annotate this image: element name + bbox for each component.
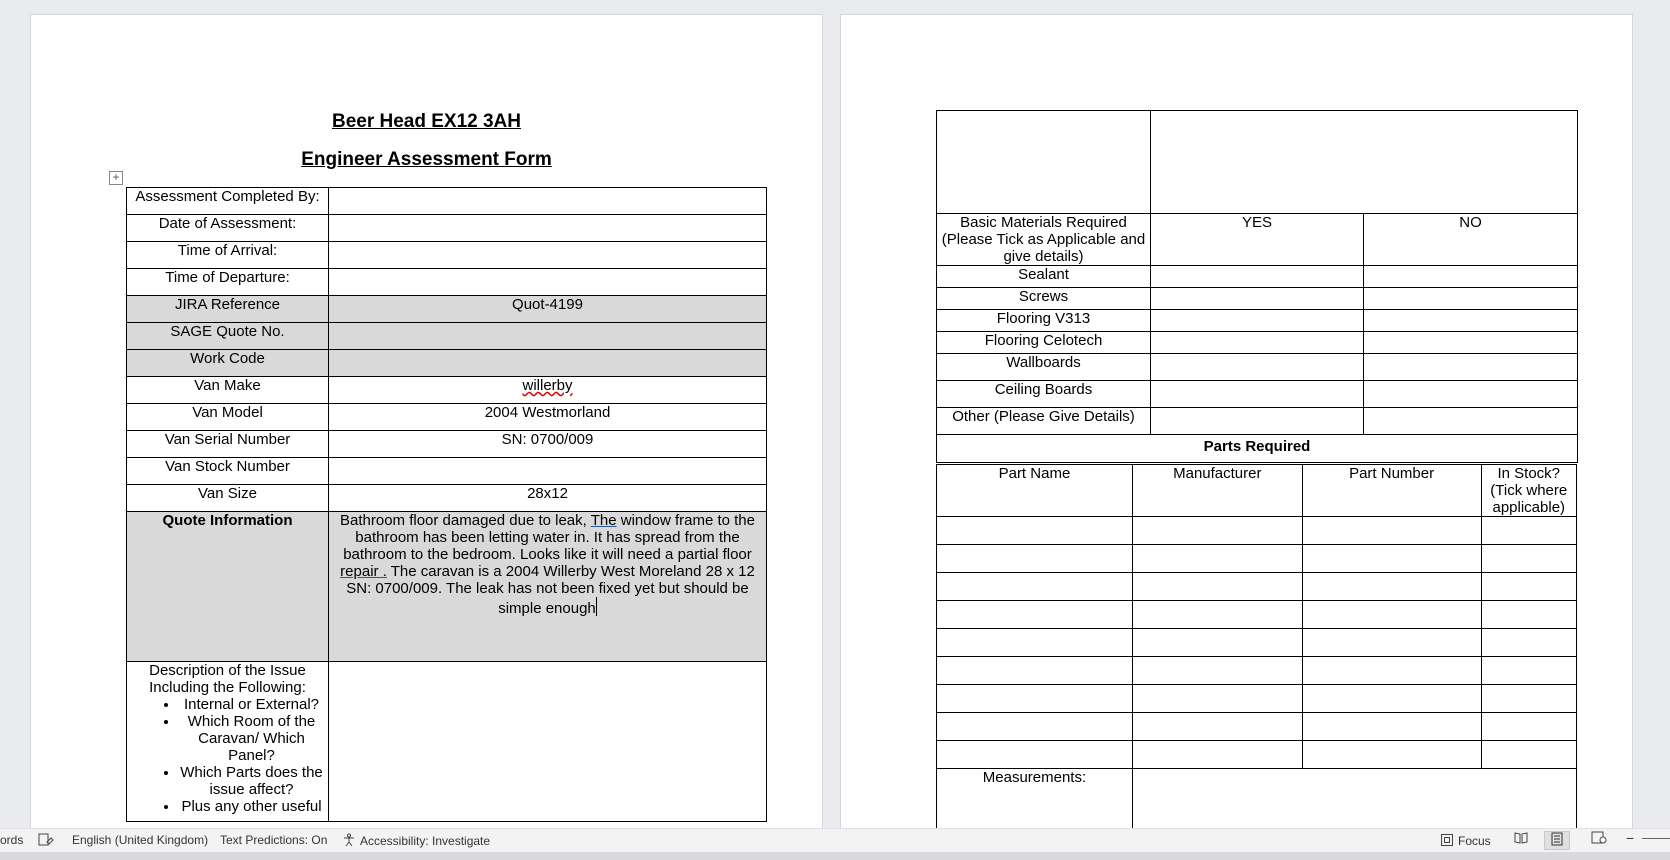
table-row: [937, 769, 1577, 829]
document-title-form: Engineer Assessment Form: [301, 149, 552, 170]
yes-cell[interactable]: [1151, 288, 1364, 310]
table-row: [127, 296, 767, 323]
table-row: [937, 111, 1578, 214]
table-row: [937, 573, 1577, 601]
zoom-slider[interactable]: [1642, 838, 1670, 839]
print-layout-view-icon[interactable]: [1544, 831, 1570, 850]
table-row: [937, 381, 1578, 408]
accessibility-icon: [342, 833, 356, 847]
taskbar-edge: [0, 852, 1670, 860]
text-cursor: [596, 597, 597, 616]
field-work-code[interactable]: [329, 350, 767, 377]
description-bullet-list: [131, 696, 324, 815]
table-row: [937, 465, 1577, 517]
label-sage-quote-no: SAGE Quote No.: [127, 323, 329, 350]
part-cell[interactable]: [1132, 545, 1302, 573]
label-description-of-issue: [127, 662, 329, 822]
column-header-part-number: Part Number: [1302, 465, 1481, 517]
field-description-of-issue[interactable]: [329, 662, 767, 822]
no-cell[interactable]: [1364, 354, 1578, 381]
measurements-field[interactable]: [1132, 769, 1576, 829]
table-row: [937, 713, 1577, 741]
part-cell[interactable]: [1481, 629, 1576, 657]
list-item: • Which Parts does the issue affect?: [179, 764, 324, 798]
column-header-in-stock: In Stock? (Tick where applicable): [1481, 465, 1576, 517]
part-cell[interactable]: [1481, 713, 1576, 741]
table-row: [937, 685, 1577, 713]
table-row: [937, 288, 1578, 310]
table-row: [937, 354, 1578, 381]
field-time-of-departure[interactable]: [329, 269, 767, 296]
blank-cell[interactable]: [1151, 111, 1578, 214]
part-cell[interactable]: [1302, 657, 1481, 685]
quote-text-1: Bathroom floor damaged due to leak,: [340, 512, 591, 529]
list-item: • Plus any other useful: [179, 798, 324, 815]
web-layout-view-icon[interactable]: [1586, 831, 1612, 850]
list-item: • Internal or External?: [179, 696, 324, 713]
field-assessment-completed-by[interactable]: [329, 188, 767, 215]
part-cell[interactable]: [1302, 601, 1481, 629]
field-van-size[interactable]: 28x12: [329, 485, 767, 512]
yes-cell[interactable]: [1151, 354, 1364, 381]
part-cell[interactable]: [1132, 573, 1302, 601]
table-row: [937, 435, 1578, 463]
label-van-make: Van Make: [127, 377, 329, 404]
part-cell[interactable]: [937, 741, 1133, 769]
field-date-of-assessment[interactable]: [329, 215, 767, 242]
part-cell[interactable]: [937, 545, 1133, 573]
parts-table: [936, 464, 1577, 829]
field-van-make[interactable]: [329, 377, 767, 404]
quote-text-3: The caravan is a 2004 Willerby West Moreland 28 x 12 SN: 0700/009. The leak has not been fixed yet but should be simple enough: [346, 563, 755, 617]
parts-required-title: Parts Required: [937, 435, 1578, 463]
blank-cell[interactable]: [937, 111, 1151, 214]
part-cell[interactable]: [937, 685, 1133, 713]
focus-mode-button[interactable]: [1440, 833, 1491, 849]
part-cell[interactable]: [1132, 657, 1302, 685]
table-row: [127, 188, 767, 215]
table-row: [127, 512, 767, 662]
yes-cell[interactable]: [1151, 332, 1364, 354]
no-cell[interactable]: [1364, 381, 1578, 408]
part-cell[interactable]: [1481, 741, 1576, 769]
table-row: [127, 404, 767, 431]
label-time-of-arrival: Time of Arrival:: [127, 242, 329, 269]
table-row: [937, 517, 1577, 545]
label-time-of-departure: Time of Departure:: [127, 269, 329, 296]
list-item: • Which Room of the Caravan/ Which Panel?: [179, 713, 324, 764]
status-bar: [0, 828, 1670, 852]
part-cell[interactable]: [1481, 685, 1576, 713]
yes-cell[interactable]: [1151, 266, 1364, 288]
spelling-flagged-text[interactable]: willerby: [522, 377, 573, 394]
label-van-size: Van Size: [127, 485, 329, 512]
field-time-of-arrival[interactable]: [329, 242, 767, 269]
proofing-icon[interactable]: [38, 833, 58, 849]
table-row: [937, 332, 1578, 354]
table-row: [127, 215, 767, 242]
material-label: Ceiling Boards: [937, 381, 1151, 408]
part-cell[interactable]: [937, 517, 1133, 545]
label-van-serial-number: Van Serial Number: [127, 431, 329, 458]
no-cell[interactable]: [1364, 266, 1578, 288]
table-row: [937, 657, 1577, 685]
assessment-table: [126, 187, 767, 822]
table-row: [937, 629, 1577, 657]
yes-cell[interactable]: [1151, 310, 1364, 332]
field-van-serial-number[interactable]: SN: 0700/009: [329, 431, 767, 458]
label-van-model: Van Model: [127, 404, 329, 431]
table-row: [127, 377, 767, 404]
table-row: [937, 545, 1577, 573]
label-assessment-completed-by: Assessment Completed By:: [127, 188, 329, 215]
part-cell[interactable]: [1302, 517, 1481, 545]
materials-header: Basic Materials Required (Please Tick as Applicable and give details): [937, 214, 1151, 266]
document-page-right[interactable]: [840, 14, 1633, 832]
table-row: [937, 310, 1578, 332]
focus-icon: [1440, 833, 1454, 847]
part-cell[interactable]: [1481, 517, 1576, 545]
yes-cell[interactable]: [1151, 408, 1364, 435]
part-cell[interactable]: [1132, 713, 1302, 741]
table-move-handle-icon[interactable]: +: [109, 171, 123, 185]
yes-column-header: YES: [1151, 214, 1364, 266]
label-van-stock-number: Van Stock Number: [127, 458, 329, 485]
part-cell[interactable]: [1302, 741, 1481, 769]
table-row: [937, 741, 1577, 769]
part-cell[interactable]: [1481, 601, 1576, 629]
part-cell[interactable]: [1302, 629, 1481, 657]
table-row: [127, 485, 767, 512]
part-cell[interactable]: [937, 573, 1133, 601]
document-title-location: Beer Head EX12 3AH: [331, 111, 522, 132]
description-intro: Description of the Issue Including the Following:: [149, 662, 306, 696]
material-label: Other (Please Give Details): [937, 408, 1151, 435]
field-van-stock-number[interactable]: [329, 458, 767, 485]
part-cell[interactable]: [1481, 545, 1576, 573]
table-row: [937, 408, 1578, 435]
no-column-header: NO: [1364, 214, 1578, 266]
column-header-part-name: Part Name: [937, 465, 1133, 517]
material-label: Wallboards: [937, 354, 1151, 381]
table-row: [127, 458, 767, 485]
part-cell[interactable]: [937, 657, 1133, 685]
material-label: Screws: [937, 288, 1151, 310]
part-cell[interactable]: [1481, 657, 1576, 685]
no-cell[interactable]: [1364, 310, 1578, 332]
materials-table: [936, 110, 1578, 463]
part-cell[interactable]: [1132, 517, 1302, 545]
accessibility-label: Accessibility: Investigate: [360, 834, 491, 848]
field-van-model[interactable]: 2004 Westmorland: [329, 404, 767, 431]
part-cell[interactable]: [1302, 713, 1481, 741]
table-row: [127, 323, 767, 350]
quote-text-2: window frame to the bathroom has been letting water in. It has spread from the bathroom to the bedroom. Looks like it will need a partial floor: [343, 512, 755, 563]
focus-label: Focus: [1458, 834, 1491, 848]
language-indicator[interactable]: English (United Kingdom): [72, 833, 209, 847]
part-cell[interactable]: [937, 629, 1133, 657]
yes-cell[interactable]: [1151, 381, 1364, 408]
material-label: Sealant: [937, 266, 1151, 288]
grammar-flagged-text[interactable]: The: [590, 512, 617, 529]
part-cell[interactable]: [937, 601, 1133, 629]
material-label: Flooring V313: [937, 310, 1151, 332]
read-mode-view-icon[interactable]: [1508, 831, 1534, 850]
part-cell[interactable]: [1132, 629, 1302, 657]
no-cell[interactable]: [1364, 332, 1578, 354]
label-work-code: Work Code: [127, 350, 329, 377]
accessibility-status[interactable]: [342, 833, 490, 849]
no-cell[interactable]: [1364, 288, 1578, 310]
field-sage-quote-no[interactable]: [329, 323, 767, 350]
field-quote-information[interactable]: [329, 512, 767, 662]
part-cell[interactable]: [1302, 545, 1481, 573]
part-cell[interactable]: [1132, 601, 1302, 629]
document-page-left[interactable]: [30, 14, 823, 832]
column-header-manufacturer: Manufacturer: [1132, 465, 1302, 517]
text-predictions-status[interactable]: Text Predictions: On: [220, 833, 328, 847]
part-cell[interactable]: [1132, 741, 1302, 769]
table-row: [127, 431, 767, 458]
zoom-out-icon[interactable]: −: [1626, 830, 1635, 846]
table-row: [127, 662, 767, 822]
grammar-flagged-text[interactable]: repair .: [340, 563, 387, 580]
material-label: Flooring Celotech: [937, 332, 1151, 354]
table-row: [127, 242, 767, 269]
no-cell[interactable]: [1364, 408, 1578, 435]
word-count[interactable]: ords: [0, 833, 24, 847]
table-row: [127, 350, 767, 377]
part-cell[interactable]: [1132, 685, 1302, 713]
table-row: [937, 266, 1578, 288]
part-cell[interactable]: [1302, 573, 1481, 601]
part-cell[interactable]: [1481, 573, 1576, 601]
measurements-label: Measurements:: [937, 769, 1133, 829]
part-cell[interactable]: [937, 713, 1133, 741]
table-row: [127, 269, 767, 296]
label-quote-information: Quote Information: [127, 512, 329, 662]
table-row: [937, 214, 1578, 266]
label-date-of-assessment: Date of Assessment:: [127, 215, 329, 242]
table-row: [937, 601, 1577, 629]
part-cell[interactable]: [1302, 685, 1481, 713]
field-jira-reference[interactable]: Quot-4199: [329, 296, 767, 323]
label-jira-reference: JIRA Reference: [127, 296, 329, 323]
